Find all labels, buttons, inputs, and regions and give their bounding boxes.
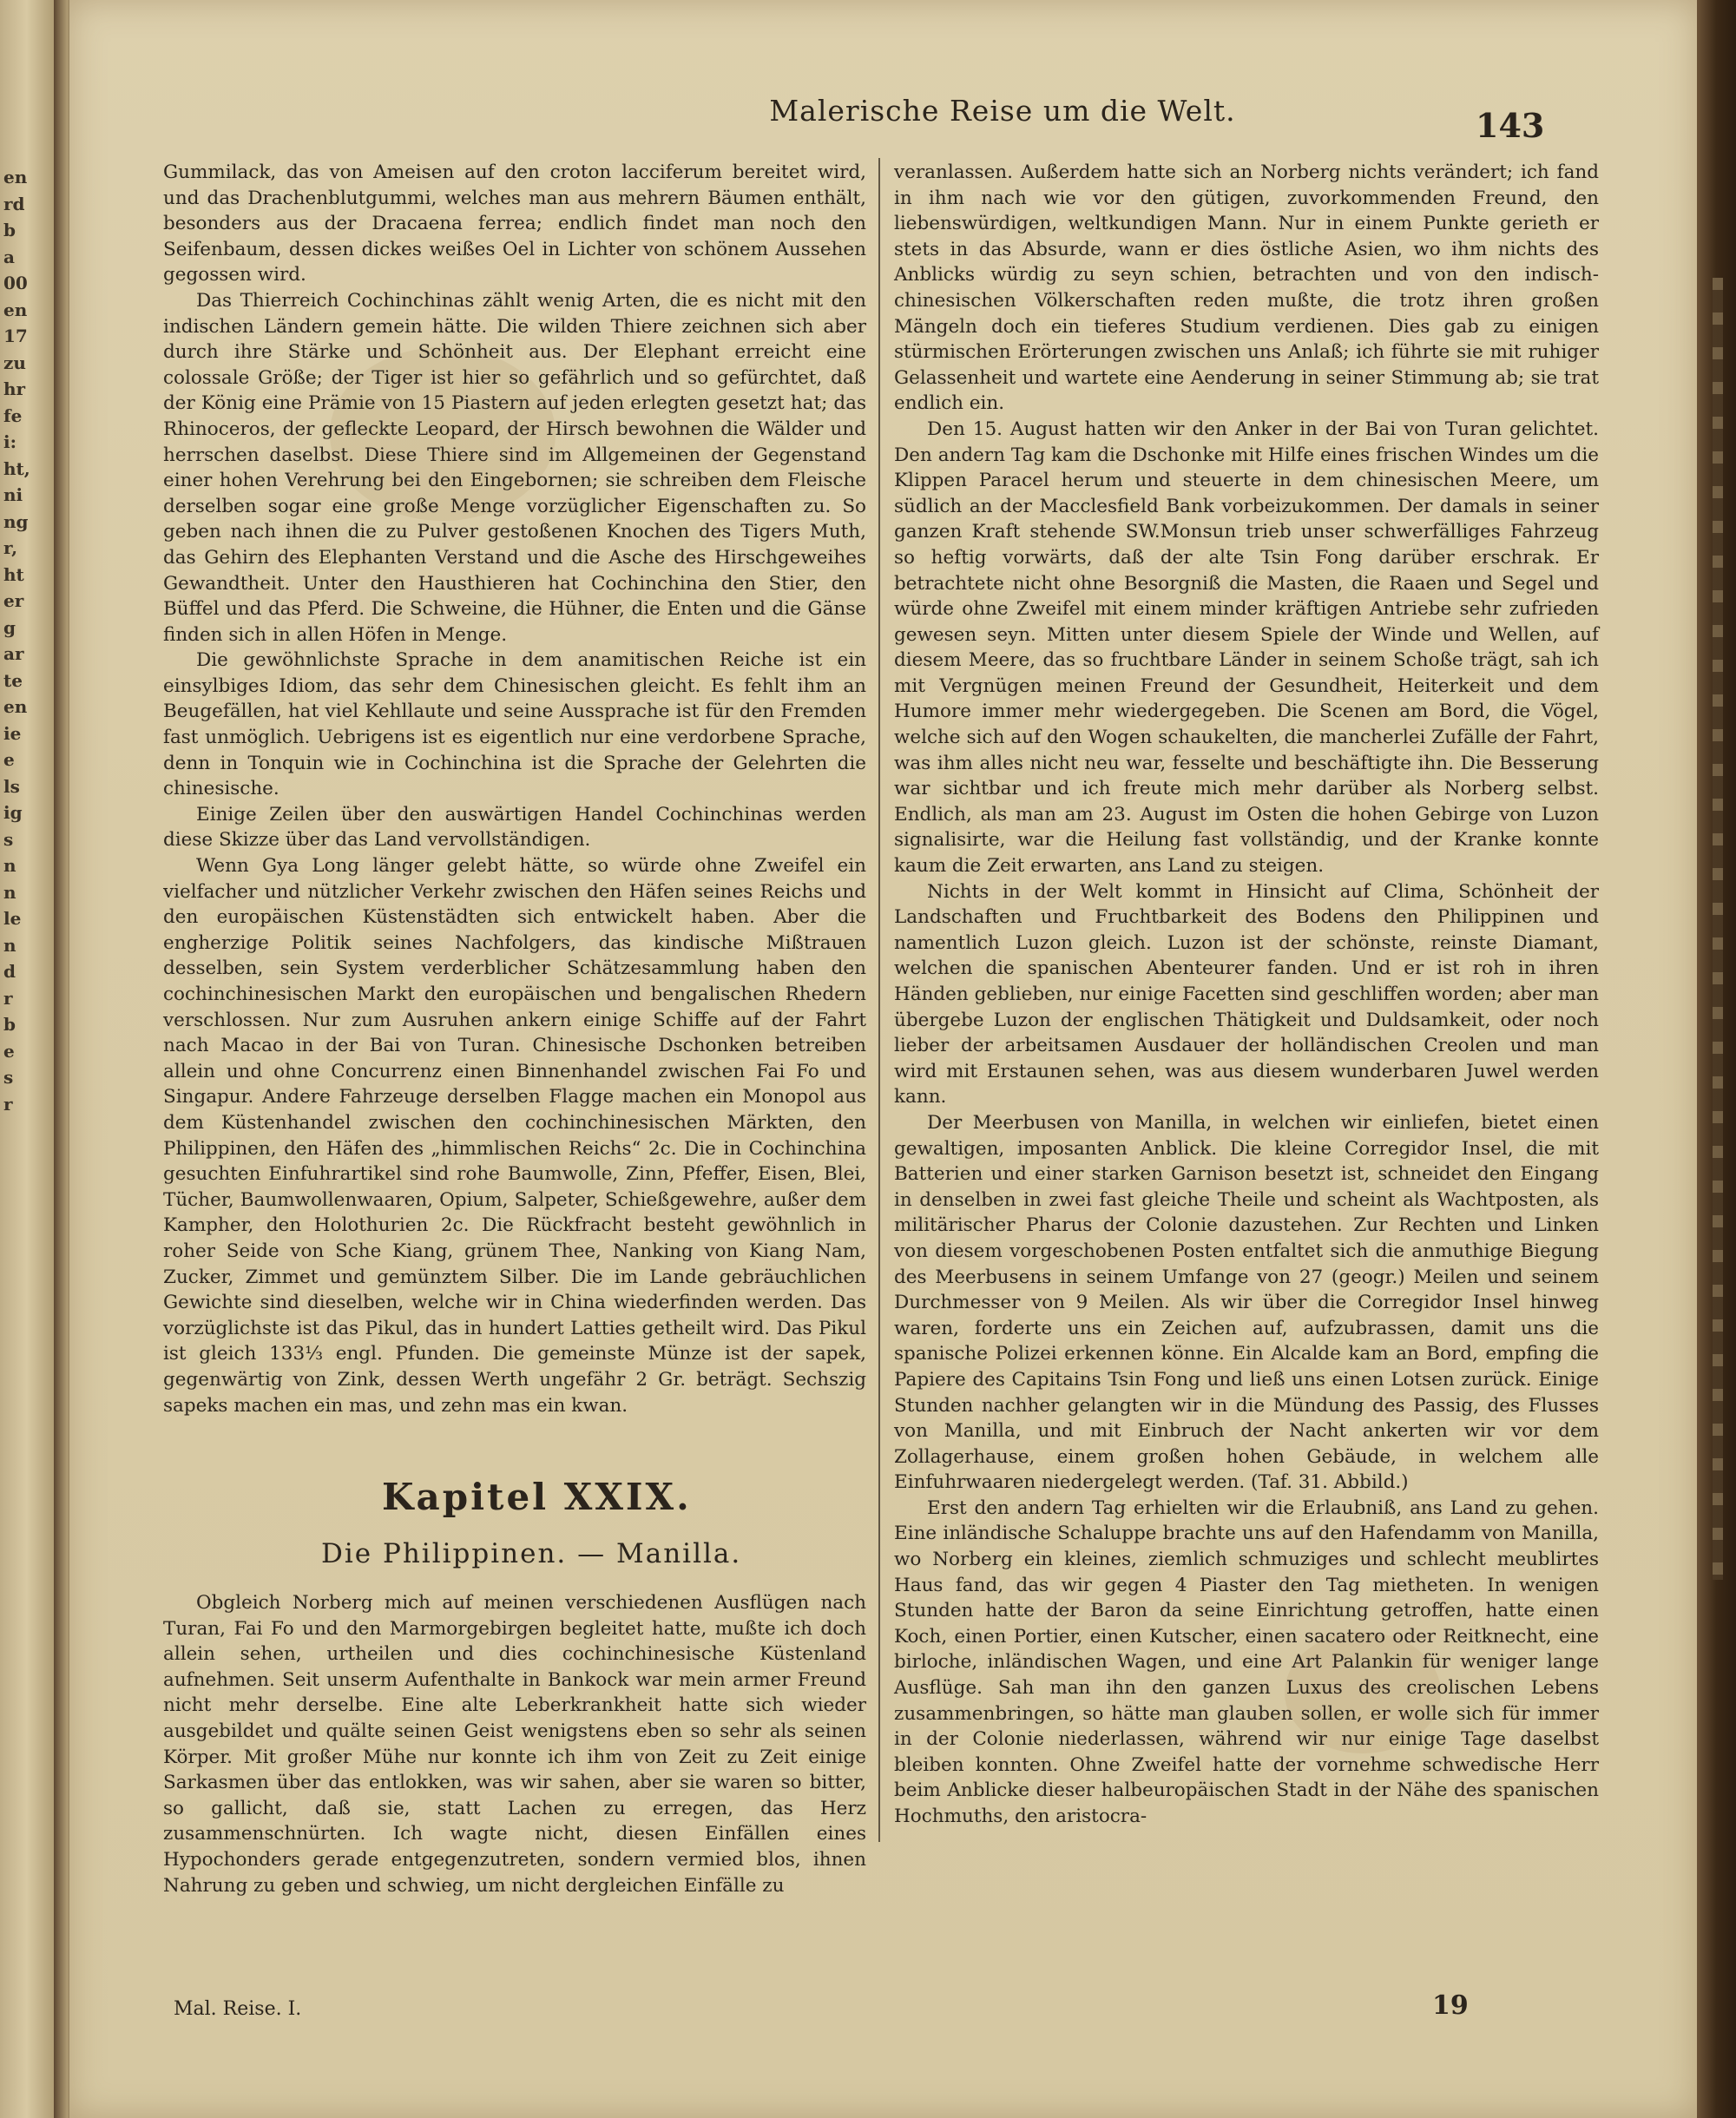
facing-page-fragment: e: [3, 749, 15, 770]
facing-page-fragment: r: [3, 987, 13, 1009]
facing-page-fragment: b: [3, 220, 16, 240]
facing-page-fragment: g: [3, 616, 16, 638]
facing-page-fragment: 17: [3, 326, 28, 346]
paragraph: Die gewöhnlichste Sprache in dem anamitischen Reiche ist ein einsylbiges Idiom, das sehr dem Chinesischen gleicht. Es fehlt ihm an Beugefällen, hat viel Kehllaute und seine Aussprache ist für den Fremden fast unmöglich. Uebrigens ist es eigentlich nur eine verdorbene Sprache, denn in Tonquin wie in Cochinchina ist die Sprache der Gelehrten die chinesische.: [163, 649, 866, 800]
right-column: [894, 160, 1599, 1830]
chapter-subtitle: Die Philippinen. — Manilla.: [321, 1538, 742, 1569]
facing-page-fragment: s: [3, 828, 14, 850]
facing-page-fragment: hr: [3, 378, 26, 399]
paragraph: Den 15. August hatten wir den Anker in der Bai von Turan gelichtet. Den andern Tag kam die Dschonke mit Hilfe eines frischen Windes um die Klippen Paracel herum und steuerte in dem chinesischen Meere, um südlich an der Macclesfield Bank vorbeizukommen. Der damals in seiner ganzen Kraft stehende SW.Monsun trieb unser schwerfälliges Fahrzeug so heftig vorwärts, daß der alte Tsin Fong darüber erschrak. Er betrachtete nicht ohne Besorgniß die Masten, die Raaen und Segel und würde ohne Zweifel mit einem minder kräftigen Antriebe sehr zufrieden gewesen seyn. Mitten unter diesem Spiele der Winde und Wellen, auf diesem Meere, das so fruchtbare Länder in seinem Schoße trägt, sah ich mit Vergnügen meinen Freund der Gesundheit, Heiterkeit und dem Humore immer mehr wiedergegeben. Die Scenen am Bord, die Vögel, welche sich auf den Wogen schaukelten, die mancherlei Zufälle der Fahrt, was ihm alles nicht neu war, fesselte und beschäftigte ihn. Die Besserung war sichtbar und ich freute mich mehr darüber als Norberg selbst. Endlich, als man am 23. August im Osten die hohen Gebirge von Luzon signalisirte, war die Heilung fast vollständig, und der Kranke konnte kaum die Zeit erwarten, ans Land zu steigen.: [894, 418, 1599, 878]
facing-page-fragment: b: [3, 1014, 16, 1035]
paragraph: Obgleich Norberg mich auf meinen verschiedenen Ausflügen nach Turan, Fai Fo und den Marmorgebirgen begleitet hatte, mußte ich doch allein sehen, urtheilen und dies cochinchinesische Küstenland aufnehmen. Seit unserm Aufenthalte in Bankock war mein armer Freund nicht mehr derselbe. Eine alte Leberkrankheit hatte sich wieder ausgebildet und quälte seinen Geist wenigstens eben so sehr als seinen Körper. Mit großer Mühe nur konnte ich ihm von Zeit zu Zeit einige Sarkasmen über das entlokken, was wir sahen, aber sie waren so bitter, so gallicht, daß sie, statt Lachen zu erregen, das Herz zusammenschnürten. Ich wagte nicht, diesen Einfällen eines Hypochonders gerade entgegenzutreten, sondern vermied blos, ihnen Nahrung zu geben und schwieg, um nicht dergleichen Einfälle zu: [163, 1592, 866, 1897]
facing-page-fragment: d: [3, 961, 16, 982]
facing-page-fragment: fe: [3, 405, 23, 426]
facing-page-fragment: ls: [3, 775, 20, 797]
facing-page-fragment: te: [3, 669, 23, 691]
facing-page-fragment: rd: [3, 193, 25, 214]
facing-page-fragment: r: [3, 1093, 13, 1115]
column-divider: [878, 158, 880, 1842]
chapter-title: Kapitel XXIX.: [382, 1476, 692, 1518]
facing-page-fragment: ie: [3, 722, 22, 744]
facing-page-fragment: en: [3, 696, 28, 717]
facing-page-fragment: n: [3, 855, 16, 876]
paragraph: Nichts in der Welt kommt in Hinsicht auf Clima, Schönheit der Landschaften und Fruchtbarkeit des Bodens den Philippinen und namentlich Luzon gleich. Luzon ist der schönste, reinste Diamant, welchen die spanischen Abenteurer fanden. Und er ist roh in ihren Händen geblieben, nur einige Facetten sind geschliffen worden; aber man übergebe Luzon der englischen Thätigkeit und Duldsamkeit, oder noch lieber der arbeitsamen Ausdauer der holländischen Creolen und man wird mit Erstaunen sehen, was aus diesem wunderbaren Juwel werden kann.: [894, 880, 1599, 1108]
facing-page-fragment: e: [3, 1040, 15, 1062]
facing-page-fragment: ht,: [3, 457, 30, 479]
facing-page-fragment: zu: [3, 352, 26, 373]
paragraph: Erst den andern Tag erhielten wir die Erlaubniß, ans Land zu gehen. Eine inländische Schaluppe brachte uns auf den Hafendamm von Manilla, wo Norberg ein kleines, ziemlich schmuziges und schlecht meublirtes Haus fand, das wir gegen 4 Piaster den Tag mietheten. In wenigen Stunden hatte der Baron da seine Einrichtung getroffen, hatte einen Koch, einen Portier, einen Kutscher, einen sacatero oder Reitknecht, eine birloche, inländischen Wagen, und eine Art Palankin für weniger lange Ausflüge. Sah man ihn den ganzen Luxus des creolischen Lebens zusammenbringen, so hätte man glauben sollen, er wolle sich für immer in der Colonie niederlassen, während wir nur einige Tage daselbst bleiben konnten. Ohne Zweifel hatte der vornehme schwedische Herr beim Anblicke dieser halbeuropäischen Stadt in der Nähe des spanischen Hochmuths, den aristocra-: [894, 1496, 1599, 1827]
paragraph: veranlassen. Außerdem hatte sich an Norberg nichts verändert; ich fand in ihm nach wie vor den gütigen, zuvorkommenden Freund, den liebenswürdigen, weltkundigen Mann. Nur in einem Punkte gerieth er stets in das Absurde, wann er dies östliche Asien, wo ihm nichts des Anblicks würdig zu seyn schien, betrachten und von den indisch-chinesischen Völkerschaften reden mußte, die trotz ihren großen Mängeln doch ein tieferes Studium verdienen. Dies gab zu einigen stürmischen Erörterungen zwischen uns Anlaß; ich führte sie mit ruhiger Gelassenheit und wartete eine Aenderung in seiner Stimmung ab; sie trat endlich ein.: [894, 161, 1599, 415]
facing-page-fragment: ni: [3, 484, 23, 505]
paragraph: Einige Zeilen über den auswärtigen Handel Cochinchinas werden diese Skizze über das Land vervollständigen.: [163, 803, 866, 852]
facing-page-fragment: en: [3, 167, 28, 187]
facing-page-fragment: i:: [3, 431, 16, 452]
signature-number: 19: [1432, 1990, 1469, 2021]
paragraph: Gummilack, das von Ameisen auf den croton lacciferum bereitet wird, und das Drachenblutgummi, welches man aus mehrern Bäumen enthält, besonders aus der Dracaena ferrea; endlich findet man noch den Seifenbaum, dessen dickes weißes Oel in Lichter von schönem Aussehen gegossen wird.: [163, 161, 866, 286]
facing-page-fragment: a: [3, 246, 15, 267]
paragraph: Der Meerbusen von Manilla, in welchen wir einliefen, bietet einen gewaltigen, imposanten Anblick. Die kleine Corregidor Insel, die mit Batterien und einer starken Garnison besetzt ist, schneidet den Eingang in denselben in zwei fast gleiche Theile und scheint als Wachtposten, als militärischer Pharus der Colonie dazustehen. Zur Rechten und Linken von diesem vorgeschobenen Posten entfaltet sich die anmuthige Biegung des Meerbusens in seinem Umfange von 27 (geogr.) Meilen und seinem Durchmesser von 9 Meilen. Als wir über die Corregidor Insel hinweg waren, forderte uns ein Zeichen auf, aufzubrassen, damit uns die spanische Polizei erkennen könne. Ein Alcalde kam an Bord, empfing die Papiere des Capitains Tsin Fong und ließ uns einen Lotsen zurück. Einige Stunden nachher gelangten wir in die Mündung des Passig, des Flusses von Manilla, und mit Einbruch der Nacht ankerten wir vor dem Zollagerhause, einem großen hohen Gebäude, in welchem alle Einfuhrwaaren niedergelegt werden. (Taf. 31. Abbild.): [894, 1111, 1599, 1494]
left-column: [163, 160, 866, 1418]
facing-page-fragment: n: [3, 934, 16, 956]
paragraph: Das Thierreich Cochinchinas zählt wenig Arten, die es nicht mit den indischen Ländern gemein hätte. Die wilden Thiere zeichnen sich aber durch ihre Stärke und Schönheit aus. Der Elephant erreicht eine colossale Größe; der Tiger ist hier so gefährlich und so gefürchtet, daß der König eine Prämie von 15 Piastern auf jeden erlegten gesetzt hat; das Rhinoceros, der gefleckte Leopard, der Hirsch bewohnen die Wälder und herrschen daselbst. Diese Thiere sind im Allgemeinen der Gegenstand einer hohen Verehrung bei den Eingebornen; sie schreiben dem Fleische derselben sogar eine große Menge vorzüglicher Eigenschaften zu. So geben nach ihnen die zu Pulver gestoßenen Knochen des Tigers Muth, das Gehirn des Elephanten Verstand und die Asche des Hirschgeweihes Gewandtheit. Unter den Hausthieren hat Cochinchina den Stier, den Büffel und das Pferd. Die Schweine, die Hühner, die Enten und die Gänse finden sich in allen Höfen in Menge.: [163, 289, 866, 646]
facing-page-fragment: r,: [3, 537, 18, 558]
chapter-body: [163, 1590, 866, 1898]
facing-page-fragment: ar: [3, 643, 24, 664]
facing-page-fragment: 00: [3, 273, 28, 293]
facing-page-fragment: en: [3, 299, 28, 320]
facing-page-fragment: s: [3, 1067, 14, 1088]
page-number: 143: [1476, 106, 1545, 145]
facing-page-fragment: ig: [3, 802, 23, 823]
facing-page-fragment: ht: [3, 563, 24, 585]
facing-page-edge: [0, 0, 59, 2118]
facing-page-fragment: ng: [3, 510, 29, 532]
facing-page-fragment: n: [3, 881, 16, 903]
footer-signature: Mal. Reise. I.: [174, 1998, 302, 2020]
facing-page-fragment: le: [3, 908, 22, 929]
facing-page-fragment: er: [3, 590, 24, 611]
book-edge-right: [1697, 0, 1736, 2118]
running-title: Malerische Reise um die Welt.: [769, 94, 1236, 128]
paragraph: Wenn Gya Long länger gelebt hätte, so würde ohne Zweifel ein vielfacher und nützlicher Verkehr zwischen den Häfen seines Reichs und den europäischen Küstenstädten sich entwickelt haben. Aber die engherzige Politik seines Nachfolgers, das kindische Mißtrauen desselben, sein System verderblicher Schätzesammlung haben den cochinchinesischen Markt den europäischen und bengalischen Rhedern verschlossen. Nur zum Ausruhen ankern einige Schiffe auf der Fahrt nach Macao in der Bai von Turan. Chinesische Dschonken betreiben allein und ohne Concurrenz einen Binnenhandel zwischen Fai Fo und Singapur. Andere Fahrzeuge derselben Flagge machen ein Monopol aus dem Küstenhandel zwischen den cochinchinesischen Märkten, den Philippinen, den Häfen des „himmlischen Reichs“ 2c. Die in Cochinchina gesuchten Einfuhrartikel sind rohe Baumwolle, Zinn, Pfeffer, Eisen, Blei, Tücher, Baumwollenwaaren, Opium, Salpeter, Schießgewehre, außer dem Kampher, den Holothurien 2c. Die Rückfracht besteht gewöhnlich in roher Seide von Sche Kiang, grünem Thee, Nanking von Kiang Nam, Zucker, Zimmet und gemünztem Silber. Die im Lande gebräuchlichen Gewichte sind dieselben, welche wir in China wiederfinden werden. Das vorzüglichste ist das Pikul, das in hundert Latties getheilt wird. Das Pikul ist gleich 133⅓ engl. Pfunden. Die gemeinste Münze ist der sapek, gegenwärtig von Zink, dessen Werth ungefähr 2 Gr. beträgt. Sechszig sapeks machen ein mas, und zehn mas ein kwan.: [163, 855, 866, 1417]
